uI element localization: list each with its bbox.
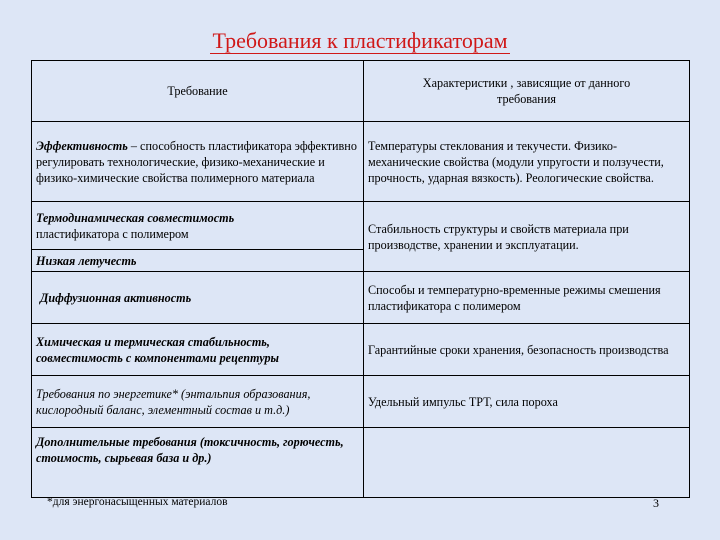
- requirement-cell: Эффективность – способность пластификатора эффективно регулировать технологические, физико-механические и физико-химические свойства полимерного материала: [32, 122, 364, 202]
- requirements-table: [31, 60, 690, 498]
- characteristics-cell: Гарантийные сроки хранения, безопасность производства: [364, 324, 690, 376]
- slide-title: Требования к пластификаторам: [212, 28, 508, 53]
- table-row: [32, 122, 690, 202]
- requirement-cell: Химическая и термическая стабильность, совместимость с компонентами рецептуры: [32, 324, 364, 376]
- table-header-row: [32, 61, 690, 122]
- header-characteristics: Характеристики , зависящие от данного требования: [364, 61, 690, 122]
- table-row: [32, 324, 690, 376]
- footnote: *для энергонасыщенных материалов: [47, 496, 228, 508]
- characteristics-cell: [364, 428, 690, 498]
- characteristics-cell: Стабильность структуры и свойств материала при производстве, хранении и эксплуатации.: [364, 202, 690, 272]
- table-row: [32, 376, 690, 428]
- table-row: [32, 272, 690, 324]
- table-row: [32, 428, 690, 498]
- characteristics-cell: Удельный импульс ТРТ, сила пороха: [364, 376, 690, 428]
- page-number: 3: [653, 496, 659, 510]
- requirement-cell: Термодинамическая совместимость пластификатора с полимером: [32, 202, 364, 250]
- requirement-cell: Диффузионная активность: [32, 272, 364, 324]
- requirement-cell: Дополнительные требования (токсичность, горючесть, стоимость, сырьевая база и др.): [32, 428, 364, 498]
- characteristics-cell: Способы и температурно-временные режимы смешения пластификатора с полимером: [364, 272, 690, 324]
- requirement-cell: Требования по энергетике* (энтальпия образования, кислородный баланс, элементный состав и т.д.): [32, 376, 364, 428]
- requirement-cell: Низкая летучесть: [32, 250, 364, 272]
- characteristics-cell: Температуры стеклования и текучести. Физико-механические свойства (модули упругости и ползучести, прочность, ударная вязкость). Реологические свойства.: [364, 122, 690, 202]
- header-requirement: Требование: [32, 61, 364, 122]
- table-row: [32, 202, 690, 250]
